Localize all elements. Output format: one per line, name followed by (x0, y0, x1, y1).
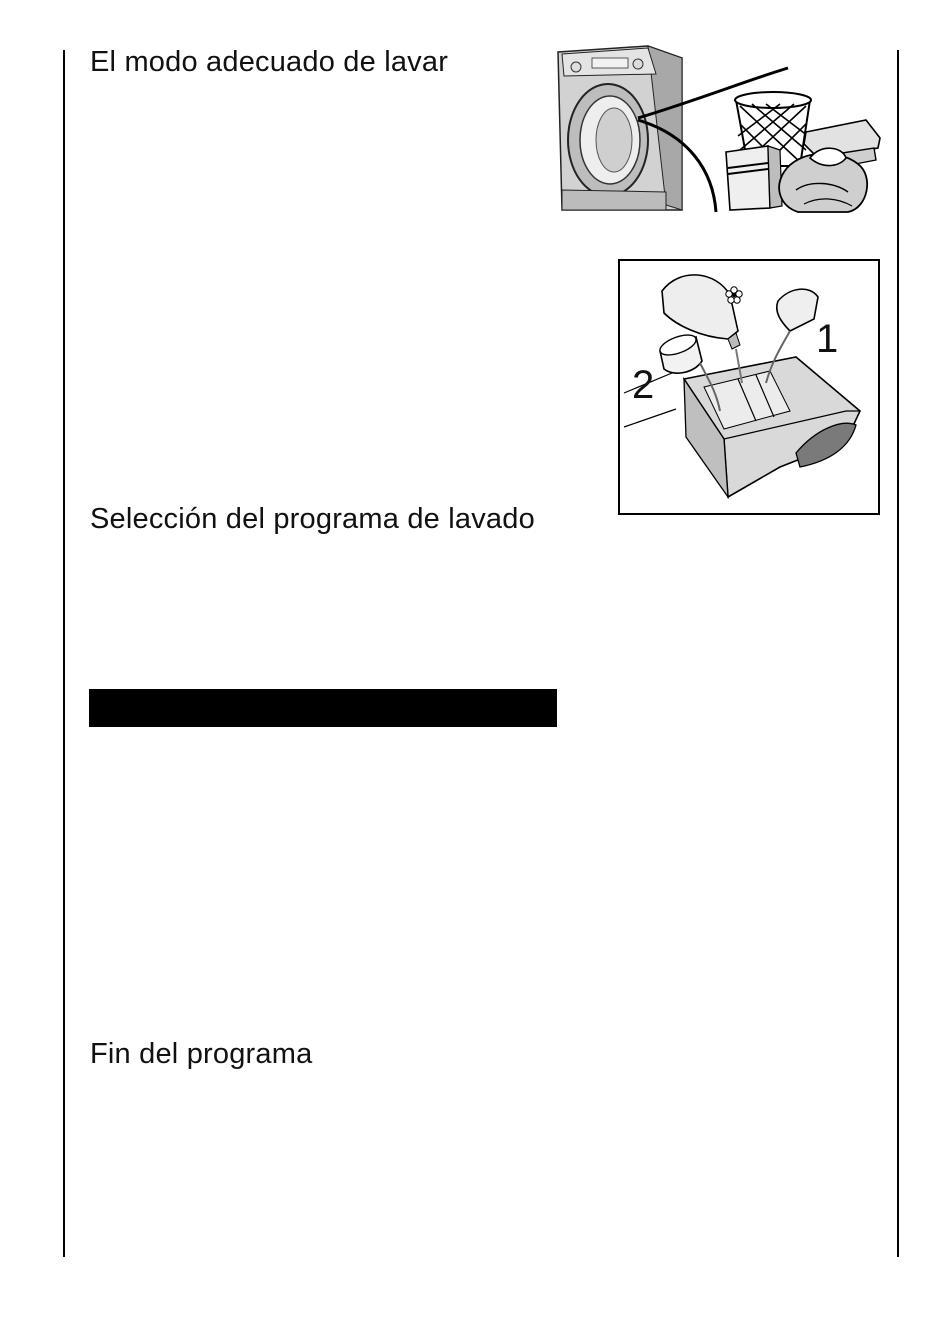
flower-icon (726, 287, 742, 303)
washing-machine-with-laundry-icon (548, 40, 888, 220)
black-banner-bar (89, 689, 557, 727)
detergent-drawer-icon (620, 261, 878, 513)
left-margin-rule (63, 50, 65, 1257)
heading-wash-method: El modo adecuado de lavar (90, 46, 449, 78)
label-compartment-2: 2 (632, 363, 655, 407)
label-compartment-1: 1 (816, 317, 839, 361)
right-margin-rule (897, 50, 899, 1257)
heading-program-select: Selección del programa de lavado (90, 503, 535, 535)
detergent-drawer-illustration (618, 259, 880, 515)
heading-program-end: Fin del programa (90, 1038, 313, 1070)
